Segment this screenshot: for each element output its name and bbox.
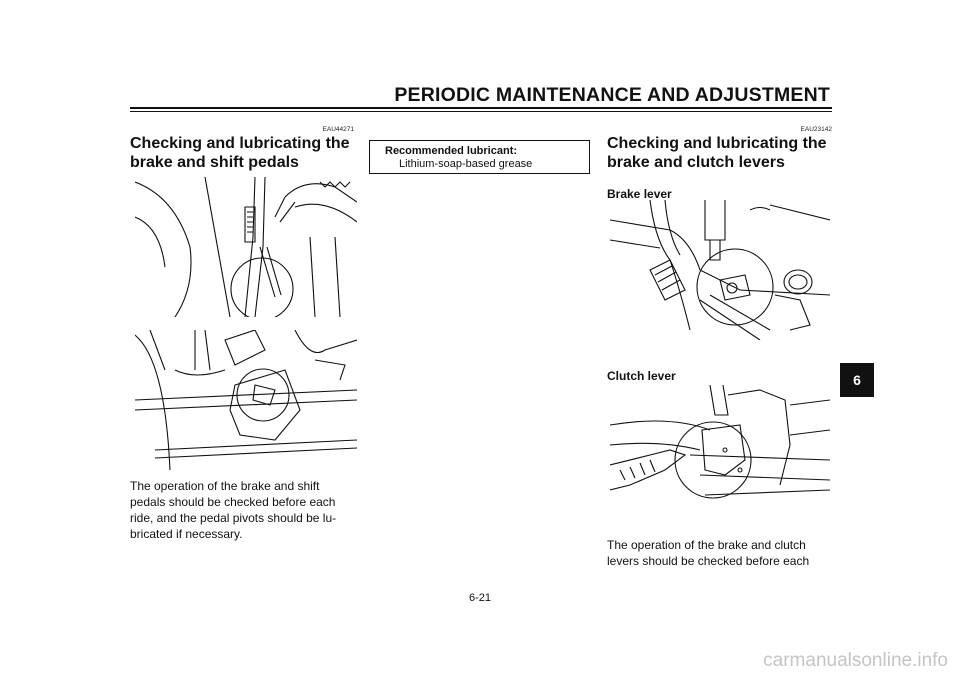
section-title-line-1: Checking and lubricating the <box>130 135 350 152</box>
paragraph-line: bricated if necessary. <box>130 527 243 541</box>
section-title-pedals <box>130 134 370 172</box>
clutch-lever-label: Clutch lever <box>607 369 676 383</box>
section-title-line-2: brake and clutch levers <box>607 154 785 171</box>
brake-pedal-illustration-icon <box>135 177 357 317</box>
paragraph-pedals <box>130 478 354 542</box>
header-rule-thin <box>130 111 832 112</box>
clutch-lever-illustration-icon <box>610 385 830 525</box>
section-title-levers <box>607 134 847 172</box>
page-number: 6-21 <box>468 592 492 604</box>
paragraph-levers <box>607 537 829 569</box>
section-title-line-1: Checking and lubricating the <box>607 135 827 152</box>
paragraph-line: levers should be checked before each <box>607 554 810 568</box>
callout-value: Lithium-soap-based grease <box>399 158 533 170</box>
header-rule-thick <box>130 107 832 109</box>
section-code-right: EAU23142 <box>800 126 832 133</box>
shift-pedal-illustration-icon <box>135 330 357 470</box>
paragraph-line: The operation of the brake and shift <box>130 479 320 493</box>
brake-lever-illustration-icon <box>610 200 830 340</box>
lubricant-callout-box <box>369 140 590 174</box>
paragraph-line: ride, and the pedal pivots should be lu- <box>130 511 337 525</box>
brake-lever-label: Brake lever <box>607 187 672 201</box>
watermark-text: carmanualsonline.info <box>763 650 948 671</box>
callout-label: Recommended lubricant: <box>385 145 518 157</box>
section-code-left: EAU44271 <box>322 126 354 133</box>
chapter-tab: 6 <box>840 363 874 397</box>
paragraph-line: The operation of the brake and clutch <box>607 538 806 552</box>
paragraph-line: pedals should be checked before each <box>130 495 336 509</box>
section-title-line-2: brake and shift pedals <box>130 154 299 171</box>
page-header-title: PERIODIC MAINTENANCE AND ADJUSTMENT <box>394 84 830 106</box>
